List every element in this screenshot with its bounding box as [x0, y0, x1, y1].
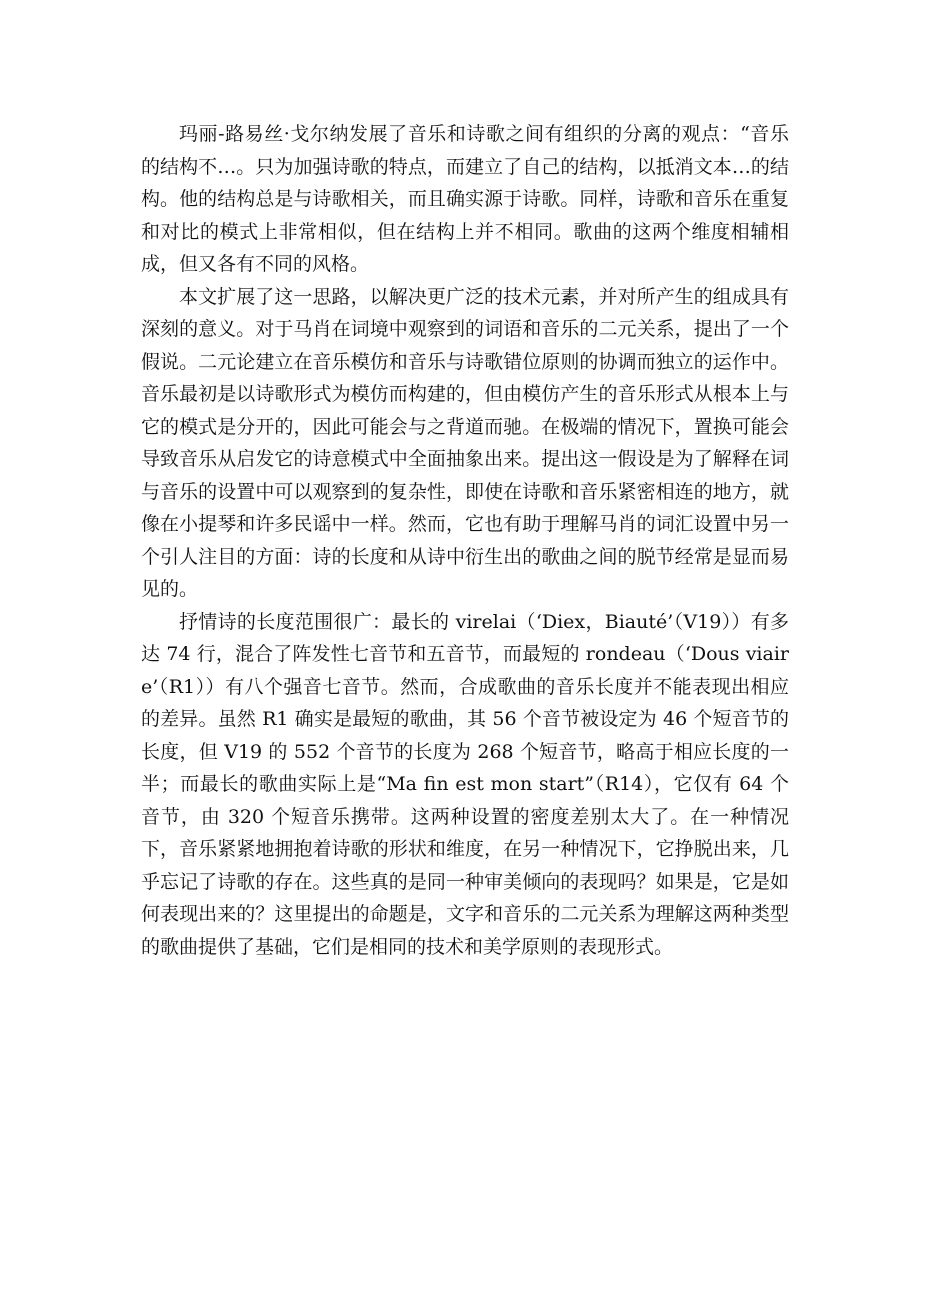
document-body: [141, 118, 789, 963]
paragraph-3: 抒情诗的长度范围很广：最长的 virelai（‘Diex，Biauté’（V19））有多达 74 行，混合了阵发性七音节和五音节，而最短的 rondeau（‘Dous viaire’（R1））有八个强音七音节。然而，合成歌曲的音乐长度并不能表现出相应的差异。虽然 R1 确实是最短的歌曲，其 56 个音节被设定为 46 个短音节的长度，但 V19 的 552 个音节的长度为 268 个短音节，略高于相应长度的一半；而最长的歌曲实际上是“Ma fin est mon start”（R14），它仅有 64 个音节，由 320 个短音乐携带。这两种设置的密度差别太大了。在一种情况下，音乐紧紧地拥抱着诗歌的形状和维度，在另一种情况下，它挣脱出来，几乎忘记了诗歌的存在。这些真的是同一种审美倾向的表现吗？如果是，它是如何表现出来的？这里提出的命题是，文字和音乐的二元关系为理解这两种类型的歌曲提供了基础，它们是相同的技术和美学原则的表现形式。: [141, 610, 789, 958]
paragraph-2: 本文扩展了这一思路，以解决更广泛的技术元素，并对所产生的组成具有深刻的意义。对于马肖在词境中观察到的词语和音乐的二元关系，提出了一个假说。二元论建立在音乐模仿和音乐与诗歌错位原则的协调而独立的运作中。音乐最初是以诗歌形式为模仿而构建的，但由模仿产生的音乐形式从根本上与它的模式是分开的，因此可能会与之背道而驰。在极端的情况下，置换可能会导致音乐从启发它的诗意模式中全面抽象出来。提出这一假设是为了解释在词与音乐的设置中可以观察到的复杂性，即使在诗歌和音乐紧密相连的地方，就像在小提琴和许多民谣中一样。然而，它也有助于理解马肖的词汇设置中另一个引人注目的方面：诗的长度和从诗中衍生出的歌曲之间的脱节经常是显而易见的。: [141, 285, 789, 600]
paragraph-1: 玛丽-路易丝·戈尔纳发展了音乐和诗歌之间有组织的分离的观点：“音乐的结构不…。只为加强诗歌的特点，而建立了自己的结构，以抵消文本…的结构。他的结构总是与诗歌相关，而且确实源于诗歌。同样，诗歌和音乐在重复和对比的模式上非常相似，但在结构上并不相同。歌曲的这两个维度相辅相成，但又各有不同的风格。: [141, 123, 789, 275]
